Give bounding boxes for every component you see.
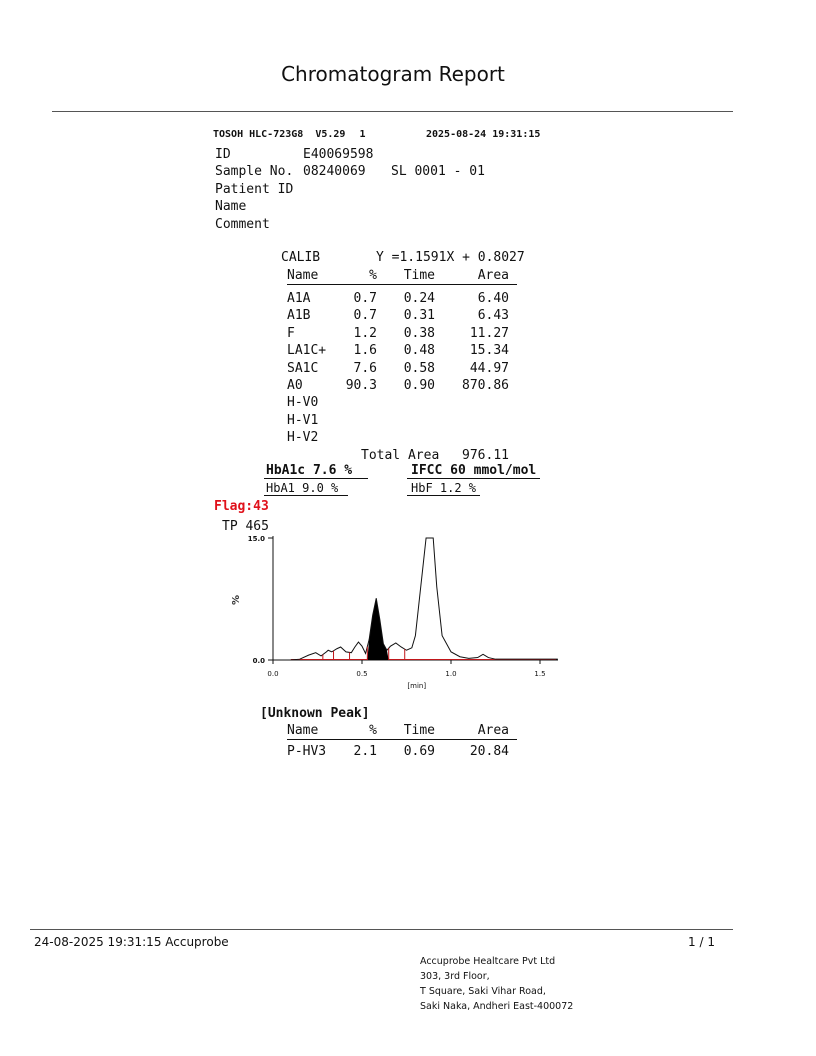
- company-address: [420, 954, 573, 1014]
- col-area-header: Area: [477, 268, 509, 283]
- flag-label: Flag:43: [214, 499, 269, 514]
- patient-id-label: Patient ID: [215, 181, 294, 197]
- address-line: Accuprobe Healtcare Pvt Ltd: [420, 956, 556, 967]
- cell-time: 0.38: [403, 325, 435, 341]
- cell-name: LA1C+: [287, 343, 327, 359]
- address-line: 303, 3rd Floor,: [420, 971, 490, 982]
- y-tick-label: 0.0: [252, 657, 265, 665]
- cell-pct: 90.3: [345, 377, 377, 393]
- cell-time: 0.48: [403, 343, 435, 359]
- total-area-label: Total Area: [361, 447, 440, 463]
- header-divider: [52, 111, 733, 112]
- col-area-header: Area: [477, 723, 509, 738]
- col-time-header: Time: [403, 268, 435, 283]
- peak-table: [287, 268, 517, 465]
- x-tick-label: 1.0: [445, 670, 457, 678]
- cell-area: 44.97: [469, 360, 509, 376]
- address-line: Saki Naka, Andheri East-400072: [420, 1001, 574, 1012]
- address-line: T Square, Saki Vihar Road,: [420, 986, 546, 997]
- col-pct-header: %: [369, 723, 377, 738]
- cell-time: 0.90: [403, 377, 435, 393]
- page-title: Chromatogram Report: [281, 62, 505, 86]
- col-name-header: Name: [287, 268, 319, 283]
- instrument-model: TOSOH HLC-723G8: [213, 129, 304, 140]
- y-axis-label: %: [231, 594, 242, 606]
- id-label: ID: [215, 147, 231, 162]
- sl-value: SL 0001 - 01: [391, 164, 485, 180]
- cell-area: 11.27: [469, 325, 509, 341]
- calib-equation: Y =1.1591X + 0.8027: [376, 250, 525, 265]
- instrument-datetime: 2025-08-24 19:31:15: [426, 129, 541, 140]
- id-value: E40069598: [303, 147, 374, 162]
- table-row: [287, 361, 517, 378]
- instrument-header: [213, 129, 366, 140]
- cell-name: P-HV3: [287, 744, 327, 759]
- instrument-version: V5.29: [315, 129, 346, 140]
- sample-no-value: 08240069: [303, 164, 366, 180]
- ifcc-result: IFCC 60 mmol/mol: [407, 463, 540, 479]
- cell-name: A1B: [287, 308, 311, 324]
- hbf-result: HbF 1.2 %: [407, 481, 480, 496]
- cell-area: 6.43: [477, 308, 509, 324]
- total-area-value: 976.11: [462, 447, 509, 463]
- cell-pct: 2.1: [353, 744, 377, 759]
- y-tick-label: 15.0: [247, 535, 265, 543]
- table-row: [287, 291, 517, 308]
- sample-no-label: Sample No.: [215, 164, 294, 180]
- x-tick-label: 1.5: [534, 670, 546, 678]
- col-time-header: Time: [403, 723, 435, 738]
- comment-label: Comment: [215, 216, 270, 232]
- x-tick-label: 0.5: [356, 670, 368, 678]
- cell-area: 6.40: [477, 291, 509, 306]
- hba1-result: HbA1 9.0 %: [264, 481, 348, 496]
- instrument-unit: 1: [359, 129, 366, 140]
- cell-area: 870.86: [462, 377, 509, 393]
- sample-info: [215, 146, 485, 233]
- cell-pct: 1.2: [353, 325, 377, 341]
- hba1c-result: HbA1c 7.6 %: [264, 463, 368, 479]
- footer-timestamp: 24-08-2025 19:31:15 Accuprobe: [34, 935, 229, 949]
- table-row: [287, 395, 517, 412]
- tp-label: TP 465: [222, 519, 269, 534]
- x-tick-label: 0.0: [267, 670, 279, 678]
- page-number: 1 / 1: [688, 935, 715, 949]
- cell-name: H-V1: [287, 412, 319, 428]
- col-pct-header: %: [369, 268, 377, 283]
- cell-time: 0.58: [403, 360, 435, 376]
- cell-name: A0: [287, 377, 303, 393]
- table-row: [287, 326, 517, 343]
- cell-name: F: [287, 325, 295, 341]
- cell-pct: 0.7: [353, 291, 377, 306]
- cell-area: 20.84: [469, 744, 509, 759]
- table-row: [287, 308, 517, 325]
- cell-area: 15.34: [469, 343, 509, 359]
- chromatogram-trace: [273, 538, 558, 660]
- footer-divider: [30, 929, 733, 930]
- unknown-peak-header: [287, 723, 517, 740]
- table-row: [287, 378, 517, 395]
- table-row: [287, 413, 517, 430]
- cell-name: A1A: [287, 291, 311, 306]
- col-name-header: Name: [287, 723, 319, 738]
- cell-name: H-V0: [287, 395, 319, 411]
- cell-time: 0.24: [403, 291, 435, 306]
- cell-time: 0.69: [403, 744, 435, 759]
- name-label: Name: [215, 199, 247, 215]
- cell-pct: 0.7: [353, 308, 377, 324]
- unknown-peak-table: [287, 723, 517, 761]
- cell-pct: 1.6: [353, 343, 377, 359]
- x-axis-label: [min]: [407, 682, 427, 690]
- sa1c-filled-peak: [367, 598, 388, 660]
- table-row: [287, 343, 517, 360]
- table-row: [287, 744, 517, 761]
- calib-label: CALIB: [281, 250, 321, 265]
- cell-pct: 7.6: [353, 360, 377, 376]
- calib-line: [281, 250, 525, 265]
- cell-name: H-V2: [287, 430, 319, 446]
- peak-table-header: [287, 268, 517, 285]
- cell-name: SA1C: [287, 360, 319, 376]
- cell-time: 0.31: [403, 308, 435, 324]
- unknown-peak-title: [Unknown Peak]: [260, 706, 370, 721]
- table-row: [287, 430, 517, 447]
